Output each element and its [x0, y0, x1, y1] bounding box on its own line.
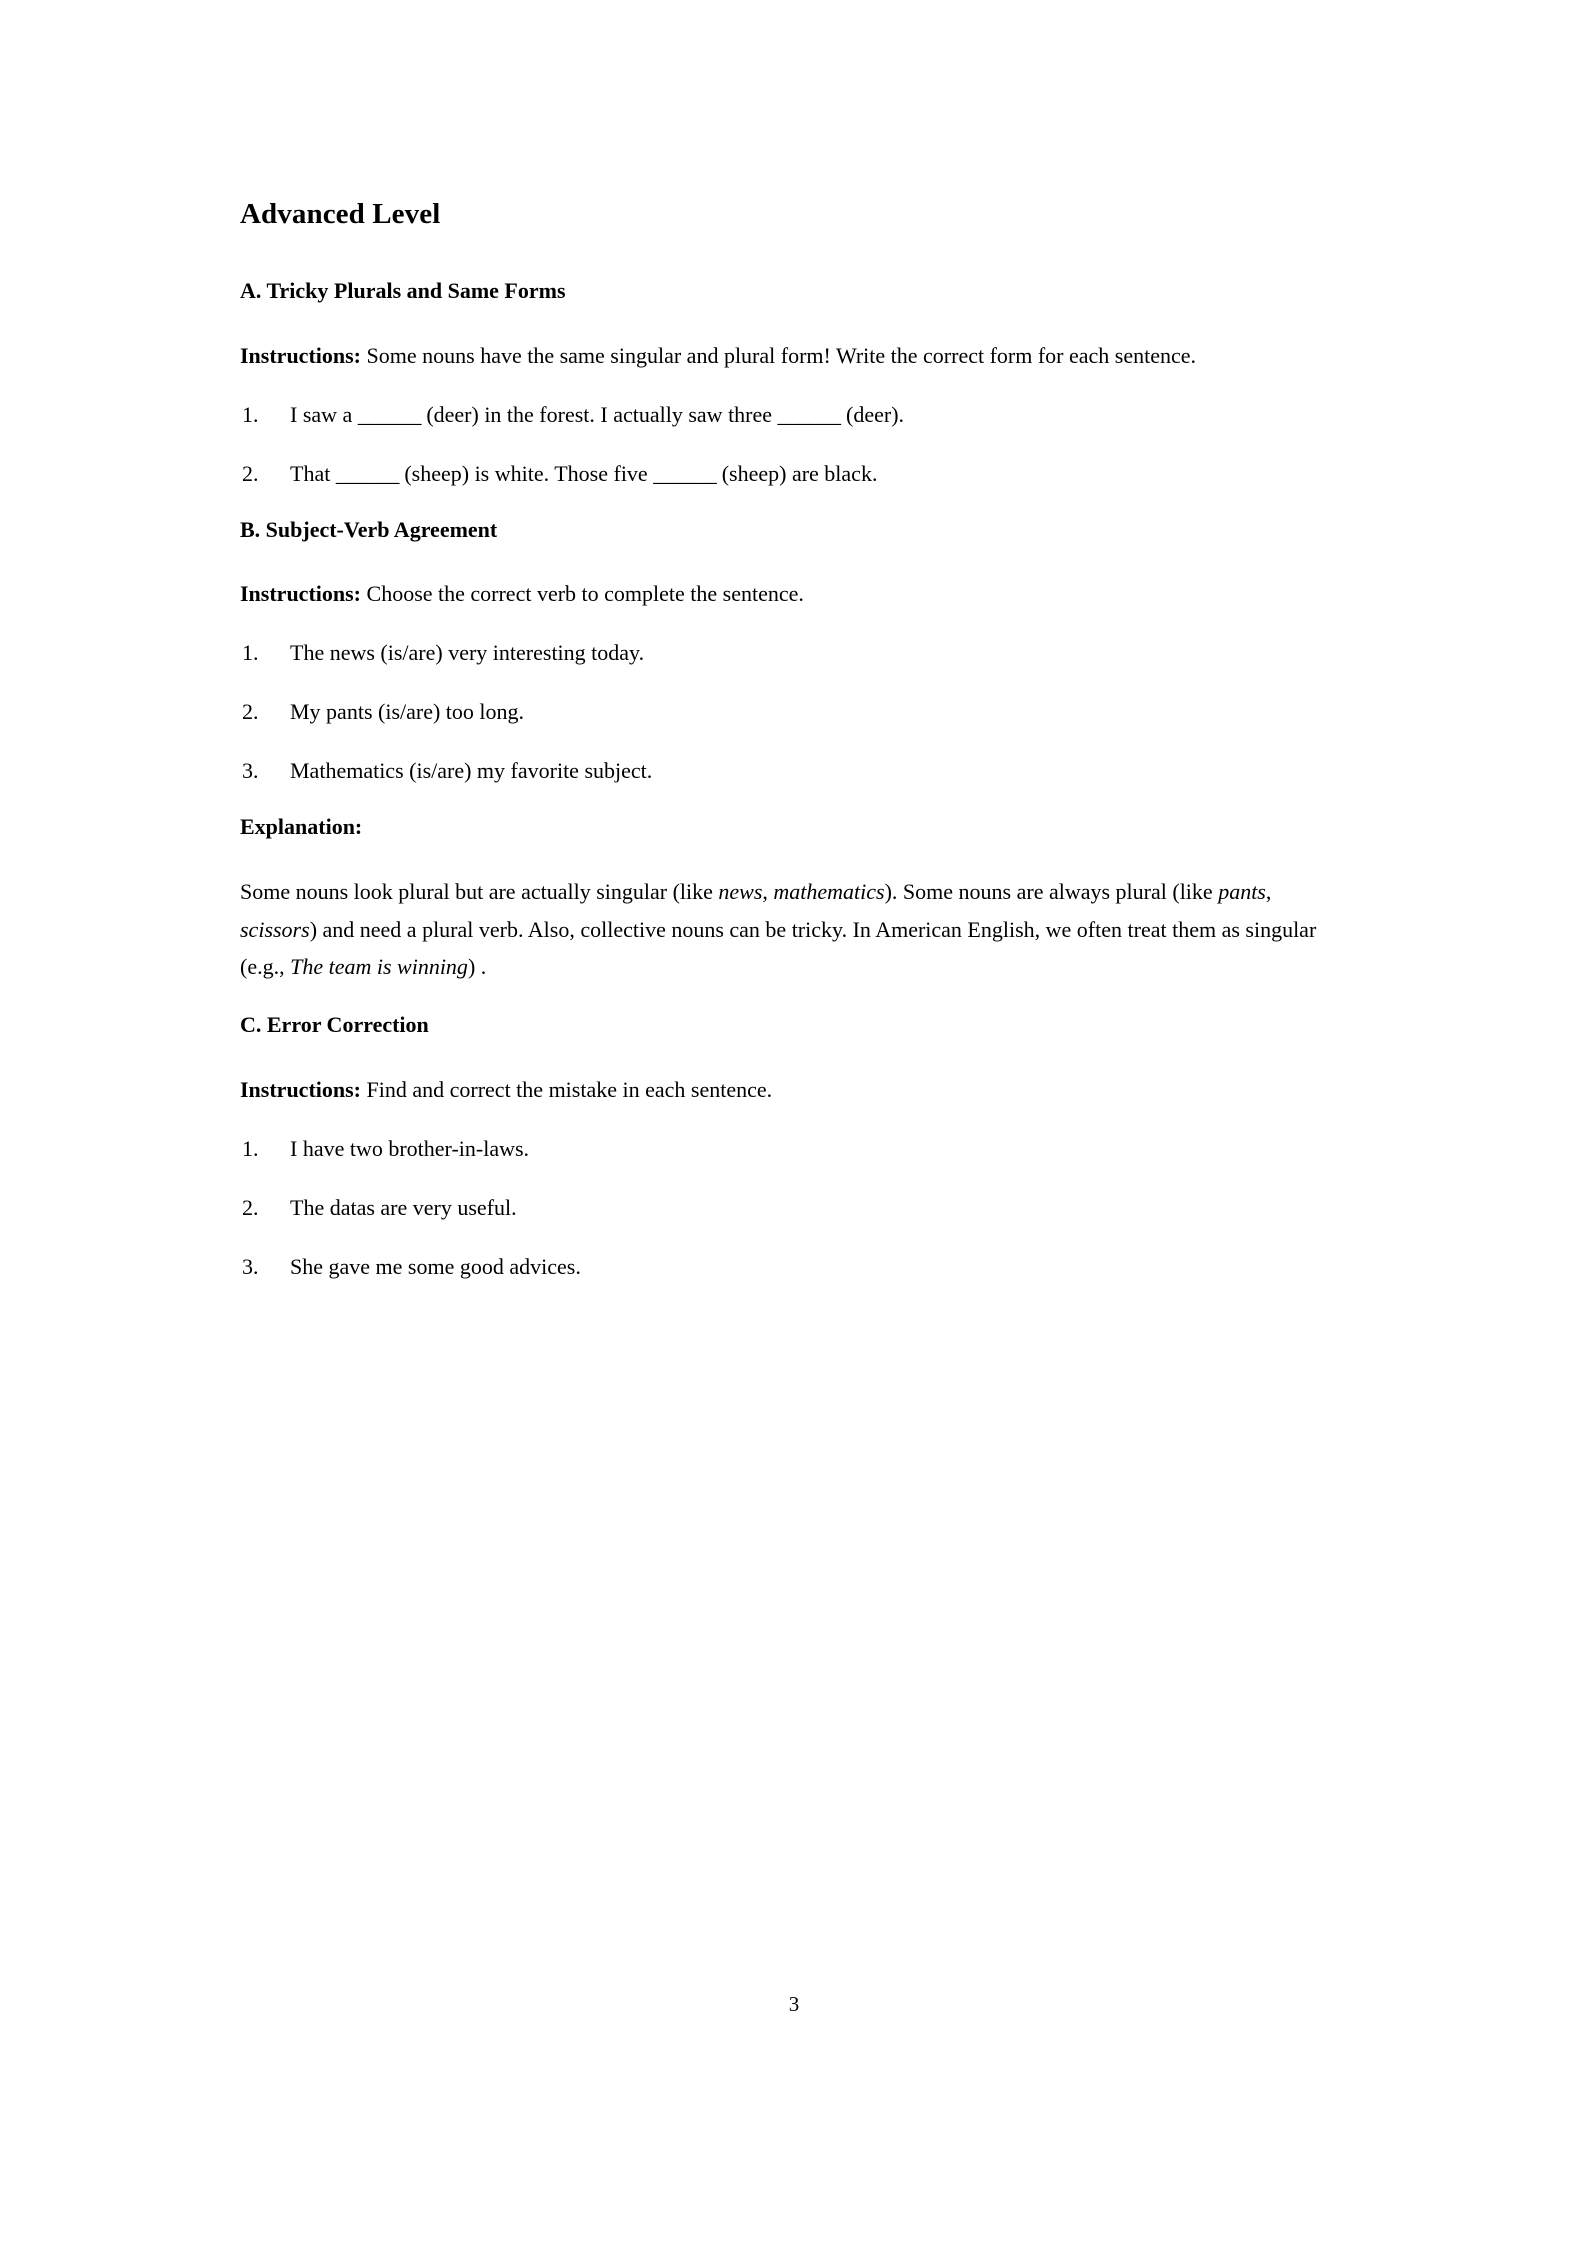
sentence-text: (sheep) is white. Those five: [398, 460, 654, 486]
page-title: Advanced Level: [240, 198, 441, 230]
list-item-text: [290, 758, 652, 783]
emphasis-text: mathematics: [773, 878, 885, 904]
section-c-list: [240, 1131, 1348, 1286]
sentence-text: I have two brother-in-laws.: [290, 1135, 530, 1161]
sentence-text: ,: [1265, 878, 1272, 904]
answer-blank[interactable]: ______: [335, 460, 399, 486]
emphasis-text: scissors: [240, 916, 310, 942]
answer-blank[interactable]: ______: [357, 401, 421, 427]
sentence-text: Some nouns look plural but are actually singular (like: [240, 878, 719, 904]
list-item-number: 2.: [242, 1194, 259, 1220]
instructions-label-c: Instructions:: [240, 1076, 362, 1102]
explanation-heading: Explanation:: [240, 814, 363, 840]
list-item: [240, 1249, 1348, 1286]
answer-blank[interactable]: ______: [777, 401, 841, 427]
section-a-list: [240, 397, 1348, 493]
section-heading-a: A. Tricky Plurals and Same Forms: [240, 278, 566, 304]
list-item-text: [290, 640, 644, 665]
emphasis-text: news: [718, 878, 763, 904]
emphasis-text: The team is winning: [290, 954, 468, 980]
emphasis-text: pants: [1218, 878, 1266, 904]
list-item: [240, 456, 1348, 493]
list-item-text: [290, 1195, 517, 1220]
list-item: [240, 397, 1348, 434]
instructions-label-b: Instructions:: [240, 581, 362, 607]
instructions-text-b: Choose the correct verb to complete the sentence.: [361, 581, 804, 607]
sentence-text: Mathematics (is/are) my favorite subject.: [290, 758, 653, 784]
list-item-number: 1.: [242, 640, 259, 666]
list-item: [240, 1190, 1348, 1227]
section-b-instructions: [240, 575, 1348, 613]
list-item-number: 3.: [242, 1253, 259, 1279]
list-item-number: 1.: [242, 1135, 259, 1161]
list-item: [240, 635, 1348, 672]
sentence-text: I saw a: [290, 401, 358, 427]
instructions-text-a: Some nouns have the same singular and plural form! Write the correct form for each sentence.: [361, 342, 1197, 368]
list-item-number: 2.: [242, 699, 259, 725]
sentence-text: ) and need a plural verb. Also, collective nouns can be tricky. In American English, we often treat them as singular (e.g.,: [240, 916, 1317, 980]
list-item-number: 3.: [242, 758, 259, 784]
section-heading-b: B. Subject-Verb Agreement: [240, 516, 498, 542]
list-item-text: [290, 1136, 529, 1161]
list-item-text: [290, 1254, 581, 1279]
sentence-text: ,: [762, 878, 774, 904]
section-b-list: [240, 635, 1348, 790]
list-item-text: [290, 699, 524, 724]
list-item-text: [290, 461, 877, 486]
sentence-text: ) .: [467, 954, 487, 980]
sentence-text: (deer).: [840, 401, 905, 427]
list-item-number: 2.: [242, 460, 259, 486]
explanation-paragraph: [240, 873, 1348, 986]
section-a-instructions: [240, 337, 1348, 375]
sentence-text: The datas are very useful.: [290, 1194, 517, 1220]
list-item: [240, 753, 1348, 790]
sentence-text: She gave me some good advices.: [290, 1253, 581, 1279]
sentence-text: (sheep) are black.: [716, 460, 878, 486]
document-content: [240, 196, 1348, 1308]
section-c-instructions: [240, 1071, 1348, 1109]
sentence-text: My pants (is/are) too long.: [290, 699, 525, 725]
instructions-label-a: Instructions:: [240, 342, 362, 368]
list-item: [240, 1131, 1348, 1168]
sentence-text: The news (is/are) very interesting today.: [290, 640, 645, 666]
page-number: 3: [788, 1992, 800, 2016]
instructions-text-c: Find and correct the mistake in each sentence.: [361, 1076, 773, 1102]
list-item-text: [290, 402, 904, 427]
answer-blank[interactable]: ______: [653, 460, 717, 486]
list-item: [240, 694, 1348, 731]
sentence-text: ). Some nouns are always plural (like: [884, 878, 1219, 904]
section-heading-c: C. Error Correction: [240, 1012, 429, 1038]
sentence-text: (deer) in the forest. I actually saw three: [420, 401, 778, 427]
sentence-text: That: [290, 460, 336, 486]
list-item-number: 1.: [242, 401, 259, 427]
